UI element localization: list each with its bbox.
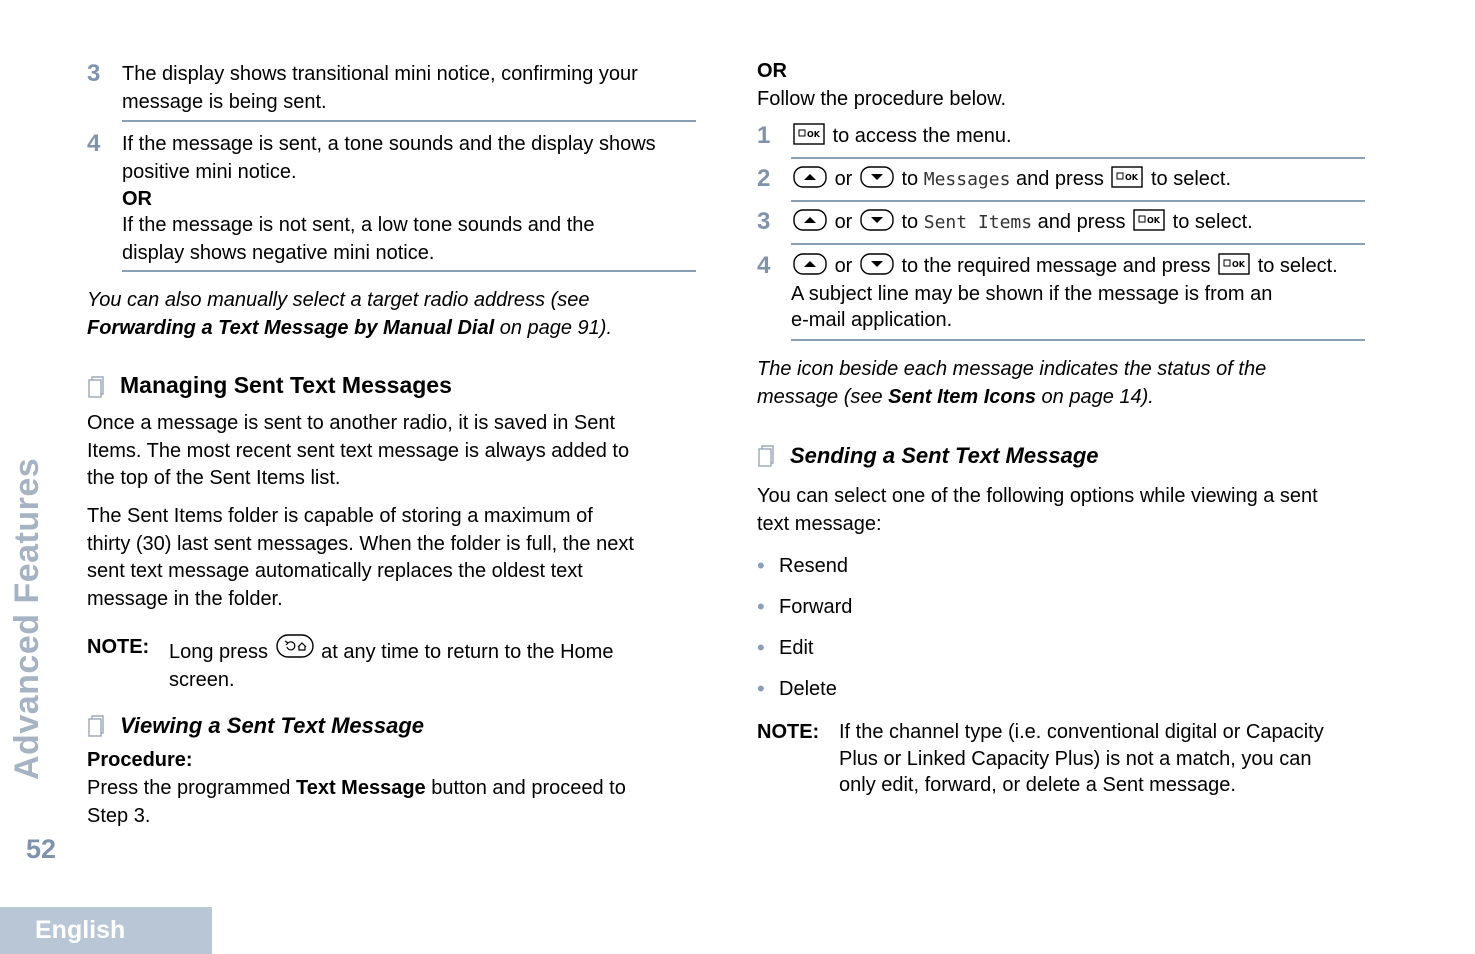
list-item: Resend [779,555,848,577]
menu-item-name: Sent Items [923,212,1033,233]
paragraph: You can select one of the following options while viewing a sent text message: [757,485,1318,535]
divider [122,120,696,122]
step-number: 4 [87,130,101,157]
menu-ok-key-icon [1218,253,1250,275]
step-text: or to Sent Items and press OK to select. [791,209,1253,237]
section-heading: Managing Sent Text Messages [120,372,452,398]
section-heading: Viewing a Sent Text Message [120,713,425,738]
up-arrow-key-icon [793,209,827,231]
or-label: OR [757,60,787,82]
divider [122,270,696,272]
list-item: Forward [779,596,853,618]
step-number: 3 [87,60,101,87]
bullet: • [757,553,765,578]
paragraph: Once a message is sent to another radio, it is saved in Sent Items. The most recent sent text message is always added to the top of the Sent Items list. [87,412,630,489]
paragraph: Follow the procedure below. [757,88,1007,110]
page-number: 52 [26,834,57,864]
svg-text:OK: OK [1125,173,1139,182]
note-label: NOTE: [87,636,150,658]
cross-reference-note: The icon beside each message indicates the status of the message (see Sent Item Icons on page 14). [757,358,1267,408]
svg-text:OK: OK [1232,260,1246,269]
divider [791,157,1365,159]
step-text: If the message is sent, a tone sounds and the display shows positive mini notice. OR If the message is not sent, a low tone sounds and the display shows negative mini notice. [122,133,656,264]
step-number: 3 [757,208,771,235]
down-arrow-key-icon [860,209,894,231]
note-label: NOTE: [757,721,820,743]
language-tab [0,907,212,954]
list-item: Delete [779,678,837,700]
procedure-label: Procedure: [87,749,193,771]
divider [791,339,1365,341]
topic-icon [758,445,774,467]
svg-text:OK: OK [807,130,820,139]
menu-item-name: Messages [923,169,1011,190]
bullet: • [757,635,765,660]
list-item: Edit [779,637,814,659]
step-number: 4 [757,252,771,279]
note-text: If the channel type (i.e. conventional digital or Capacity Plus or Linked Capacity Plus) is not a match, you can only edit, forward, or delete a Sent message. [839,721,1324,796]
down-arrow-key-icon [860,166,894,188]
svg-text:OK: OK [1147,216,1161,225]
step-text: OK to access the menu. [791,123,1012,151]
step-number: 2 [757,165,771,192]
section-tab: Advanced Features [8,457,46,780]
menu-ok-key-icon [1133,209,1165,231]
step-number: 1 [757,122,771,149]
down-arrow-key-icon [860,253,894,275]
bullet: • [757,594,765,619]
menu-ok-key-icon [1111,166,1143,188]
or-label: OR [122,188,152,210]
topic-icon [88,715,104,737]
step-text: or to Messages and press OK to select. [791,166,1231,194]
up-arrow-key-icon [793,166,827,188]
note-text: Long press at any time to return to the Home screen. [169,634,613,694]
section-heading: Sending a Sent Text Message [790,443,1099,468]
language-label: English [35,916,126,944]
step-text: or to the required message and press OK to select. A subject line may be shown if the message is from an e-mail application. [791,255,1338,331]
cross-reference-link[interactable]: Sent Item Icons [888,385,1036,408]
menu-ok-key-icon [793,123,825,145]
up-arrow-key-icon [793,253,827,275]
cross-reference-link[interactable]: Forwarding a Text Message by Manual Dial [87,316,495,339]
paragraph: Press the programmed Text Message button and proceed to Step 3. [87,777,626,827]
back-home-key-icon [276,634,314,660]
bullet: • [757,676,765,701]
cross-reference-note: You can also manually select a target radio address (see Forwarding a Text Message by Manual Dial on page 91). [87,289,613,339]
paragraph: The Sent Items folder is capable of storing a maximum of thirty (30) last sent messages. When the folder is full, the next sent text message automatically replaces the oldest text message in the folder. [87,505,634,610]
divider [791,243,1365,245]
divider [791,200,1365,202]
step-text: The display shows transitional mini notice, confirming your message is being sent. [122,63,638,113]
topic-icon [88,376,104,398]
